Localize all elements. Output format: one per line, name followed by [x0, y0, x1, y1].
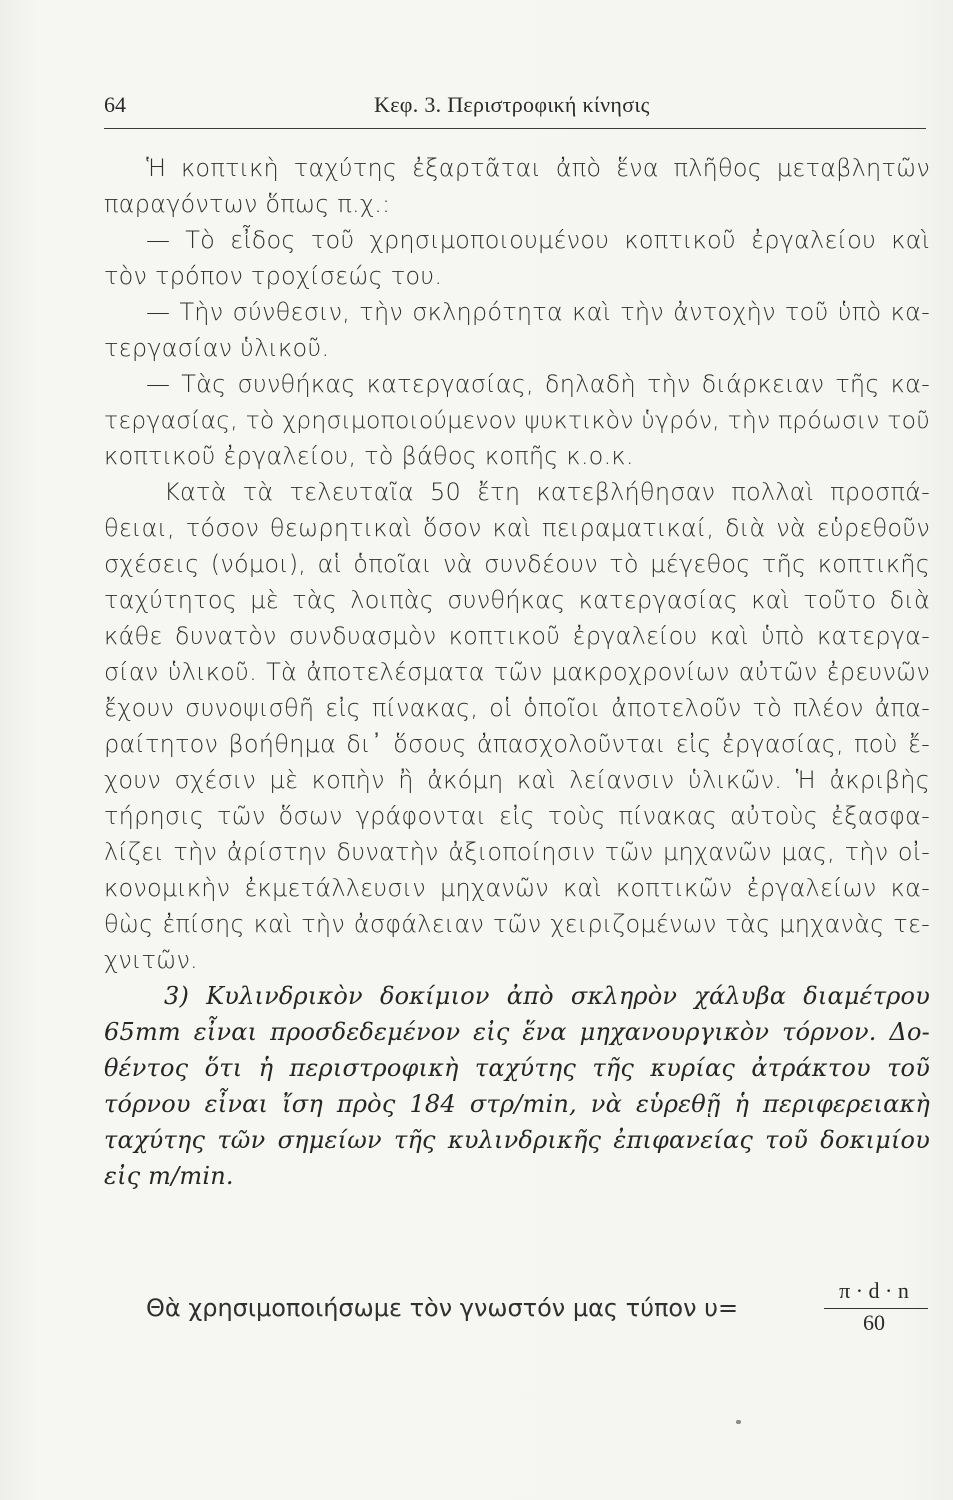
text-line: ἔχουν συνοψισθῆ εἰς πίνακας, οἱ ὁποῖοι ἀποτελοῦν τὸ πλέον ἀπα-	[104, 694, 930, 722]
text-line: χνιτῶν.	[104, 946, 198, 974]
text-line: — Τὴν σύνθεσιν, τὴν σκληρότητα καὶ τὴν ἀντοχὴν τοῦ ὑπὸ κα-	[146, 298, 930, 326]
text-line: ταχύτητος μὲ τὰς λοιπὰς συνθήκας κατεργασίας καὶ τοῦτο διὰ	[104, 586, 930, 614]
text-line: θὼς ἐπίσης καὶ τὴν ἀσφάλειαν τῶν χειριζομένων τὰς μηχανὰς τε-	[104, 910, 930, 938]
problem-line: τόρνου εἶναι ἴση πρὸς 184 στρ/min, νὰ εὑρεθῇ ἡ περιφερειακὴ	[104, 1090, 930, 1118]
text-line: κοπτικοῦ ἐργαλείου, τὸ βάθος κοπῆς κ.ο.κ.	[104, 442, 634, 470]
text-line: τεργασίας, τὸ χρησιμοποιούμενον ψυκτικὸν ὑγρόν, τὴν πρόωσιν τοῦ	[104, 406, 930, 434]
text-line: τὸν τρόπον τροχίσεώς του.	[104, 262, 443, 290]
page-number: 64	[104, 92, 126, 117]
text-line: κάθε δυνατὸν συνδυασμὸν κοπτικοῦ ἐργαλείου καὶ ὑπὸ κατεργα-	[104, 622, 930, 650]
text-line: τήρησις τῶν ὅσων γράφονται εἰς τοὺς πίνακας αὐτοὺς ἐξασφα-	[104, 802, 930, 830]
problem-line: 3) Κυλινδρικὸν δοκίμιον ἀπὸ σκληρὸν χάλυβα διαμέτρου	[164, 982, 930, 1010]
problem-line: εἰς m/min.	[104, 1162, 234, 1190]
formula-line	[104, 1278, 930, 1338]
text-line: θειαι, τόσον θεωρητικαὶ ὅσον καὶ πειραματικαί, διὰ νὰ εὑρεθοῦν	[104, 514, 930, 542]
problem-line: ταχύτης τῶν σημείων τῆς κυλινδρικῆς ἐπιφανείας τοῦ δοκιμίου	[104, 1126, 930, 1154]
text-line: χουν σχέσιν μὲ κοπὴν ἢ ἀκόμη καὶ λείανσιν ὑλικῶν. Ἡ ἀκριβὴς	[104, 766, 930, 794]
text-line: Κατὰ τὰ τελευταῖα 50 ἔτη κατεβλήθησαν πολλαὶ προσπά-	[164, 478, 930, 506]
text-line: σχέσεις (νόμοι), αἱ ὁποῖαι νὰ συνδέουν τὸ μέγεθος τῆς κοπτικῆς	[104, 550, 930, 578]
text-line: τεργασίαν ὑλικοῦ.	[104, 334, 330, 362]
body-text	[104, 150, 930, 1194]
formula-denominator: 60	[863, 1310, 885, 1335]
running-head: Κεφ. 3. Περιστροφική κίνησις	[374, 92, 650, 117]
text-line: κονομικὴν ἐκμετάλλευσιν μηχανῶν καὶ κοπτικῶν ἐργαλείων κα-	[104, 874, 930, 902]
header-rule	[104, 128, 926, 129]
text-line: — Τὰς συνθήκας κατεργασίας, δηλαδὴ τὴν διάρκειαν τῆς κα-	[146, 370, 930, 398]
problem-line: 65mm εἶναι προσδεδεμένον εἰς ἕνα μηχανουργικὸν τόρνον. Δο-	[104, 1018, 930, 1046]
formula-text: Θὰ χρησιμοποιήσωμε τὸν γνωστόν μας τύπον υ=	[146, 1294, 739, 1322]
text-line: Ἡ κοπτικὴ ταχύτης ἐξαρτᾶται ἀπὸ ἕνα πλῆθος μεταβλητῶν	[146, 154, 930, 182]
text-line: λίζει τὴν ἀρίστην δυνατὴν ἀξιοποίησιν τῶν μηχανῶν μας, τὴν οἰ-	[104, 838, 930, 866]
text-line: σίαν ὑλικοῦ. Τὰ ἀποτελέσματα τῶν μακροχρονίων αὐτῶν ἐρευνῶν	[104, 658, 930, 686]
formula-fraction	[820, 1278, 928, 1338]
text-line: — Τὸ εἶδος τοῦ χρησιμοποιουμένου κοπτικοῦ ἐργαλείου καὶ	[146, 226, 930, 254]
problem-line: θέντος ὅτι ἡ περιστροφικὴ ταχύτης τῆς κυρίας ἀτράκτου τοῦ	[104, 1054, 930, 1082]
text-line: παραγόντων ὅπως π.χ.:	[104, 190, 391, 218]
text-line: ραίτητον βοήθημα δι᾿ ὅσους ἀπασχολοῦνται εἰς ἐργασίας, ποὺ ἔ-	[104, 730, 930, 758]
formula-numerator: π · d · n	[839, 1278, 909, 1303]
page-header	[104, 92, 928, 126]
print-speck	[736, 1420, 741, 1424]
fraction-bar	[824, 1308, 928, 1309]
